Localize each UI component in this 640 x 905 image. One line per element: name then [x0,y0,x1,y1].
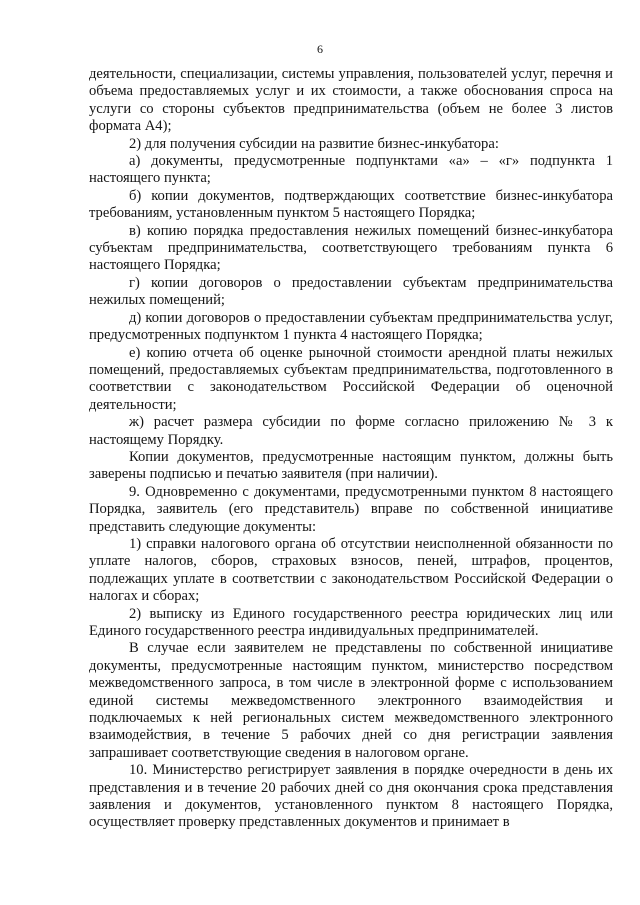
paragraph: В случае если заявителем не представлены по собственной инициативе документы, предусмотренные настоящим пунктом, министерство посредством межведомственного запроса, в том числе в электронной форме с использованием единой системы межведомственного электронного взаимодействия и подключаемых к ней региональных систем межведомственного электронного взаимодействия, в течение 5 рабочих дней со дня регистрации заявления запрашивает соответствующие сведения в налоговом органе. [89,640,613,761]
paragraph: 1) справки налогового органа об отсутствии неисполненной обязанности по уплате налогов, сборов, страховых взносов, пеней, штрафов, процентов, подлежащих уплате в соответствии с законодательством Российской Федерации о налогах и сборах; [89,535,613,605]
paragraph: в) копию порядка предоставления нежилых помещений бизнес-инкубатора субъектам предпринимательства, соответствующего требованиям пункта 6 настоящего Порядка; [89,222,613,274]
paragraph: Копии документов, предусмотренные настоящим пунктом, должны быть заверены подписью и печатью заявителя (при наличии). [89,448,613,483]
page-number: 6 [317,42,323,56]
paragraph: 10. Министерство регистрирует заявления в порядке очередности в день их представления и в течение 20 рабочих дней со дня окончания срока представления заявления и документов, установленного пунктом 8 настоящего Порядка, осуществляет проверку представленных документов и принимает в [89,762,613,831]
paragraph: ж) расчет размера субсидии по форме согласно приложению № 3 к настоящему Порядку. [89,414,613,448]
document-body [89,66,613,832]
paragraph: 9. Одновременно с документами, предусмотренными пунктом 8 настоящего Порядка, заявитель (его представитель) вправе по собственной инициативе представить следующие документы: [89,483,613,535]
paragraph: деятельности, специализации, системы управления, пользователей услуг, перечня и объема предоставляемых услуг и их стоимости, а также обоснования спроса на услуги со стороны субъектов предпринимательства (объем не более 3 листов формата А4); [89,66,613,135]
paragraph: а) документы, предусмотренные подпунктами «а» – «г» подпункта 1 настоящего пункта; [89,153,613,187]
paragraph: е) копию отчета об оценке рыночной стоимости арендной платы нежилых помещений, предоставляемых субъектам предпринимательства, подготовленного в соответствии с законодательством Российской Федерации об оценочной деятельности; [89,344,613,413]
paragraph: 2) для получения субсидии на развитие бизнес-инкубатора: [129,135,499,152]
paragraph: д) копии договоров о предоставлении субъектам предпринимательства услуг, предусмотренных подпунктом 1 пункта 4 настоящего Порядка; [89,309,613,344]
paragraph: б) копии документов, подтверждающих соответствие бизнес-инкубатора требованиям, установленным пунктом 5 настоящего Порядка; [89,187,613,222]
paragraph: 2) выписку из Единого государственного реестра юридических лиц или Единого государственного реестра индивидуальных предпринимателей. [89,605,613,639]
paragraph: г) копии договоров о предоставлении субъектам предпринимательства нежилых помещений; [89,274,613,309]
